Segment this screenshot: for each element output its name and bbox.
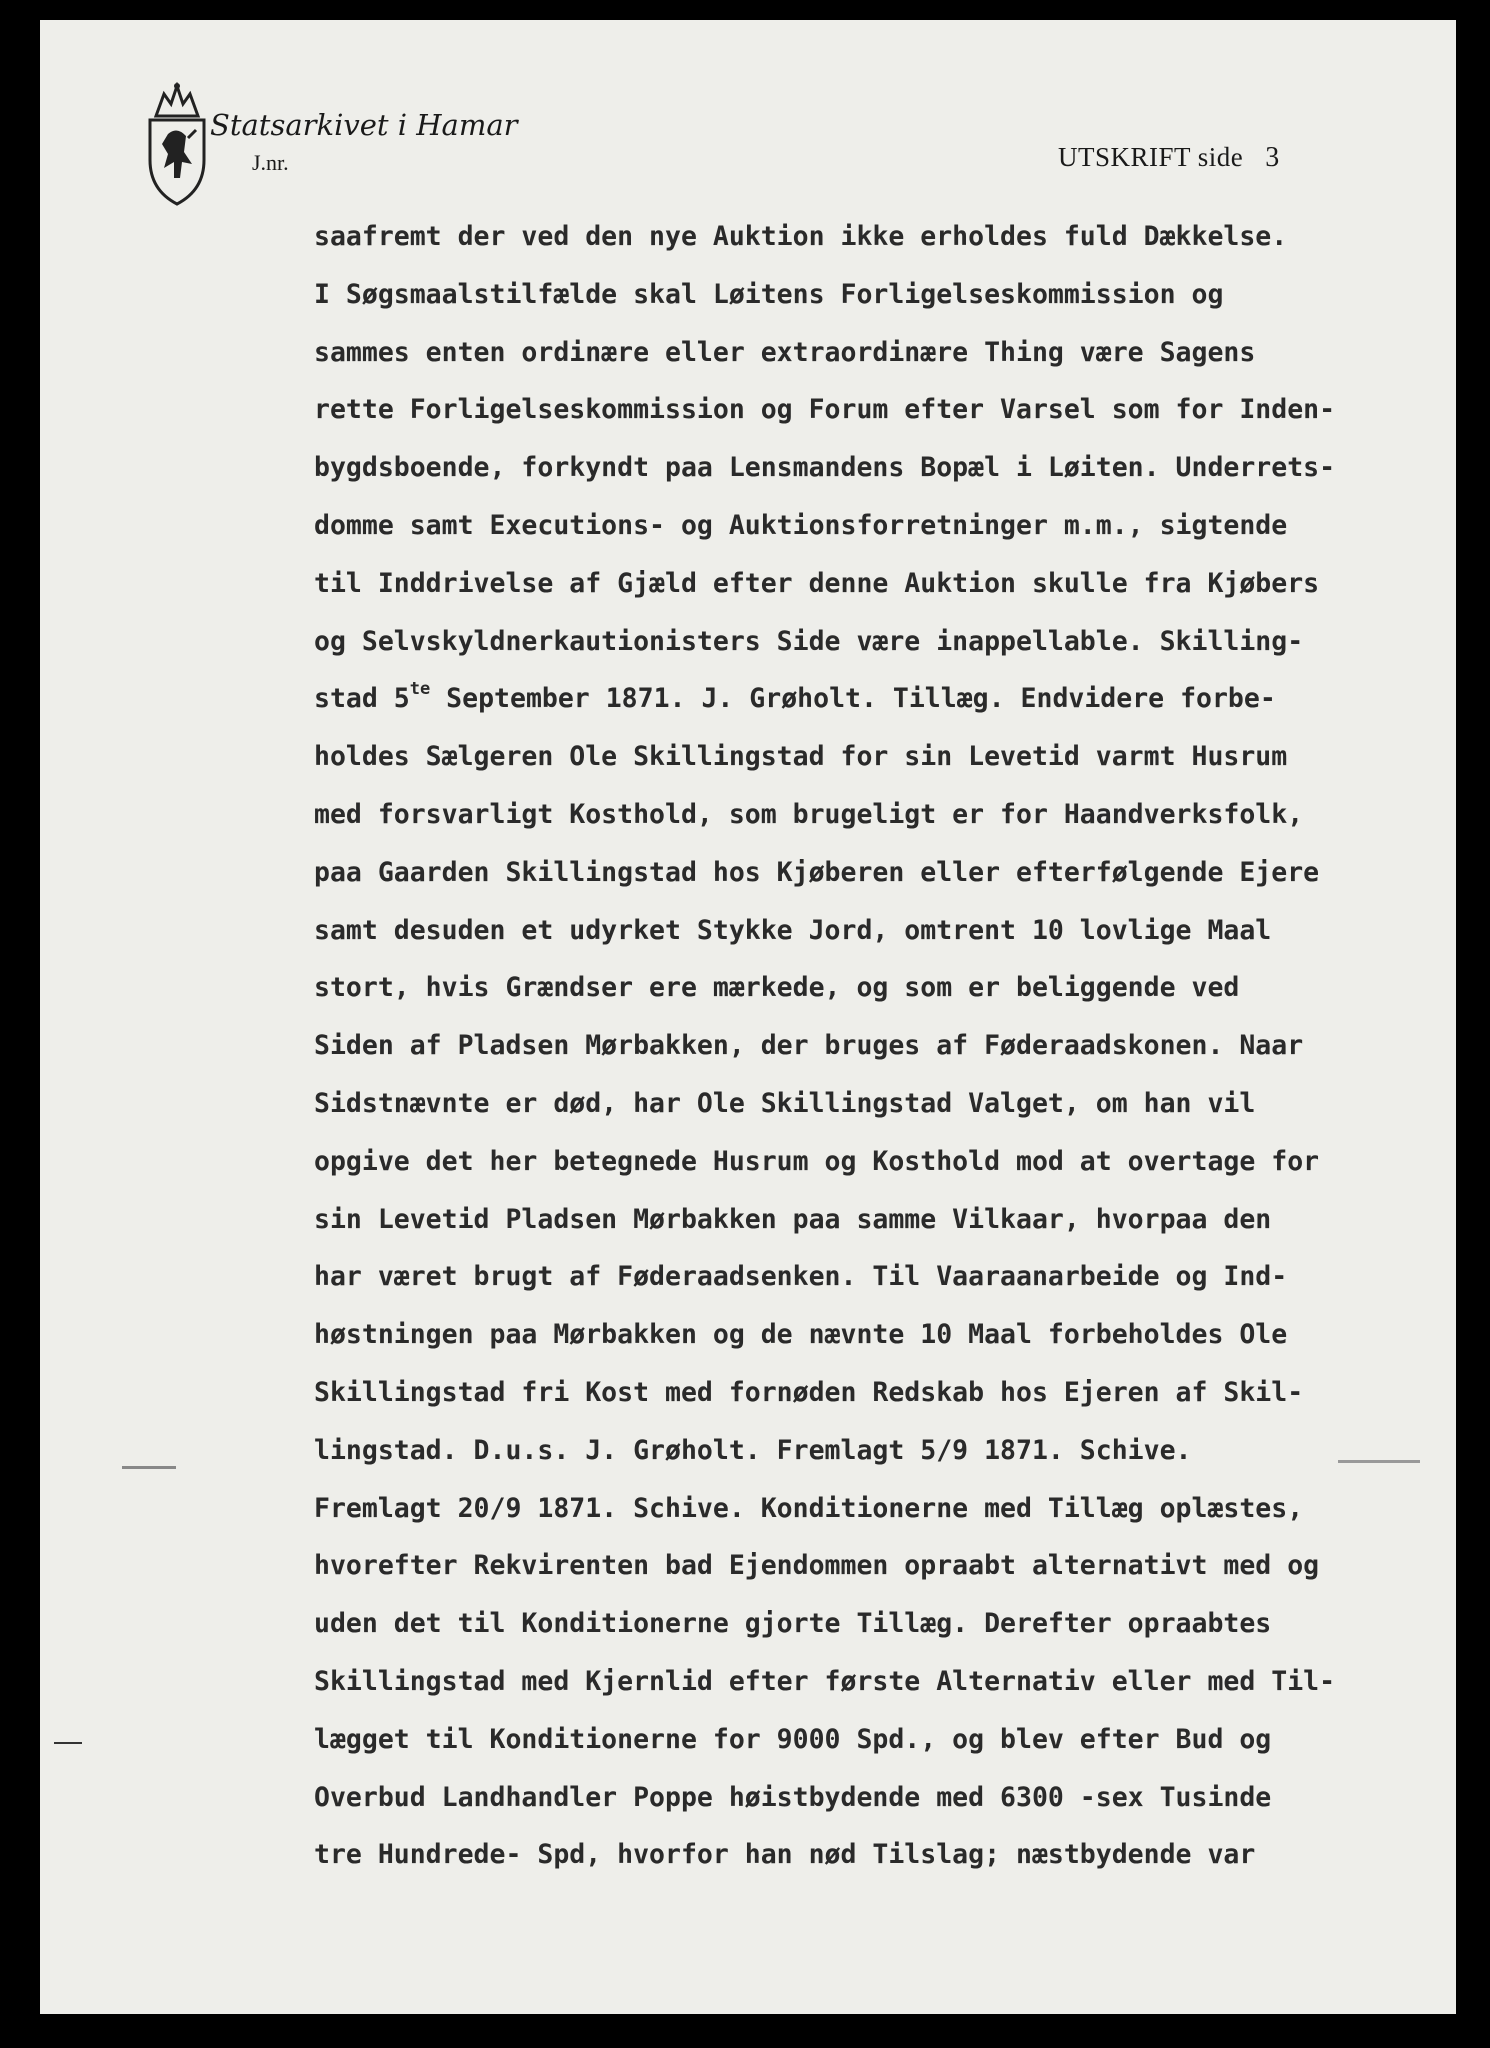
- text-line: I Søgsmaalstilfælde skal Løitens Forligelseskommission og: [314, 278, 1224, 310]
- text-line: sin Levetid Pladsen Mørbakken paa samme Vilkaar, hvorpaa den: [314, 1203, 1272, 1235]
- transcript-body: [314, 208, 1444, 1884]
- text-line: med forsvarligt Kosthold, som brugeligt er for Haandverksfolk,: [314, 798, 1304, 830]
- text-line: opgive det her betegnede Husrum og Kosthold mod at overtage for: [314, 1145, 1320, 1177]
- text-line: saafremt der ved den nye Auktion ikke erholdes fuld Dækkelse.: [314, 221, 1288, 252]
- text-line: domme samt Executions- og Auktionsforretninger m.m., sigtende: [314, 509, 1288, 541]
- text-line: Fremlagt 20/9 1871. Schive. Konditionerne med Tillæg oplæstes,: [314, 1492, 1304, 1524]
- margin-smudge: [122, 1466, 176, 1469]
- text-line: tre Hundrede- Spd, hvorfor han nød Tilslag; næstbydende var: [314, 1839, 1256, 1871]
- text-line: paa Gaarden Skillingstad hos Kjøberen eller efterfølgende Ejere: [314, 856, 1320, 888]
- text-line: rette Forligelseskommission og Forum efter Varsel som for Inden-: [314, 394, 1336, 426]
- text-line: Skillingstad fri Kost med fornøden Redskab hos Ejeren af Skil-: [314, 1376, 1304, 1408]
- utskrift-label: UTSKRIFT side: [1058, 142, 1244, 172]
- text-line: samt desuden et udyrket Stykke Jord, omtrent 10 lovlige Maal: [314, 914, 1272, 946]
- text-line: høstningen paa Mørbakken og de nævnte 10 Maal forbeholdes Ole: [314, 1319, 1288, 1351]
- text-line: Overbud Landhandler Poppe høistbydende med 6300 -sex Tusinde: [314, 1781, 1272, 1813]
- margin-dash-left: [54, 1742, 82, 1744]
- text-line: Siden af Pladsen Mørbakken, der bruges af Føderaadskonen. Naar: [314, 1030, 1304, 1062]
- line-part: September 1871. J. Grøholt. Tillæg. Endvidere forbe-: [430, 683, 1276, 715]
- norwegian-lion-coat-of-arms-icon: [144, 82, 210, 206]
- text-line: har været brugt af Føderaadsenken. Til Vaaraanarbeide og Ind-: [314, 1261, 1288, 1293]
- text-line: uden det til Konditionerne gjorte Tillæg. Derefter opraabtes: [314, 1608, 1272, 1640]
- text-line: og Selvskyldnerkautionisters Side være inappellable. Skilling-: [314, 625, 1304, 657]
- text-line: Sidstnævnte er død, har Ole Skillingstad Valget, om han vil: [314, 1087, 1256, 1119]
- text-line: stort, hvis Grændser ere mærkede, og som er beliggende ved: [314, 972, 1240, 1004]
- ordinal-superscript: te: [409, 678, 431, 699]
- archive-name: Statsarkivet i Hamar: [210, 108, 518, 142]
- text-line: Skillingstad med Kjernlid efter første Alternativ eller med Til-: [314, 1665, 1336, 1697]
- text-line: sammes enten ordinære eller extraordinære Thing være Sagens: [314, 336, 1256, 368]
- text-line: holdes Sælgeren Ole Skillingstad for sin Levetid varmt Husrum: [314, 741, 1288, 773]
- journal-number-label: J.nr.: [252, 150, 289, 175]
- text-line: lægget til Konditionerne for 9000 Spd., og blev efter Bud og: [314, 1723, 1272, 1755]
- transcript-page-header: [1058, 142, 1280, 174]
- text-line-with-superscript: [314, 670, 1444, 728]
- line-part: stad 5: [314, 683, 410, 715]
- text-line: lingstad. D.u.s. J. Grøholt. Fremlagt 5/9 1871. Schive.: [314, 1434, 1192, 1466]
- text-line: hvorefter Rekvirenten bad Ejendommen opraabt alternativt med og: [314, 1550, 1320, 1582]
- text-line: bygdsboende, forkyndt paa Lensmandens Bopæl i Løiten. Underrets-: [314, 452, 1336, 484]
- page-number: 3: [1265, 142, 1280, 173]
- text-line: til Inddrivelse af Gjæld efter denne Auktion skulle fra Kjøbers: [314, 567, 1320, 599]
